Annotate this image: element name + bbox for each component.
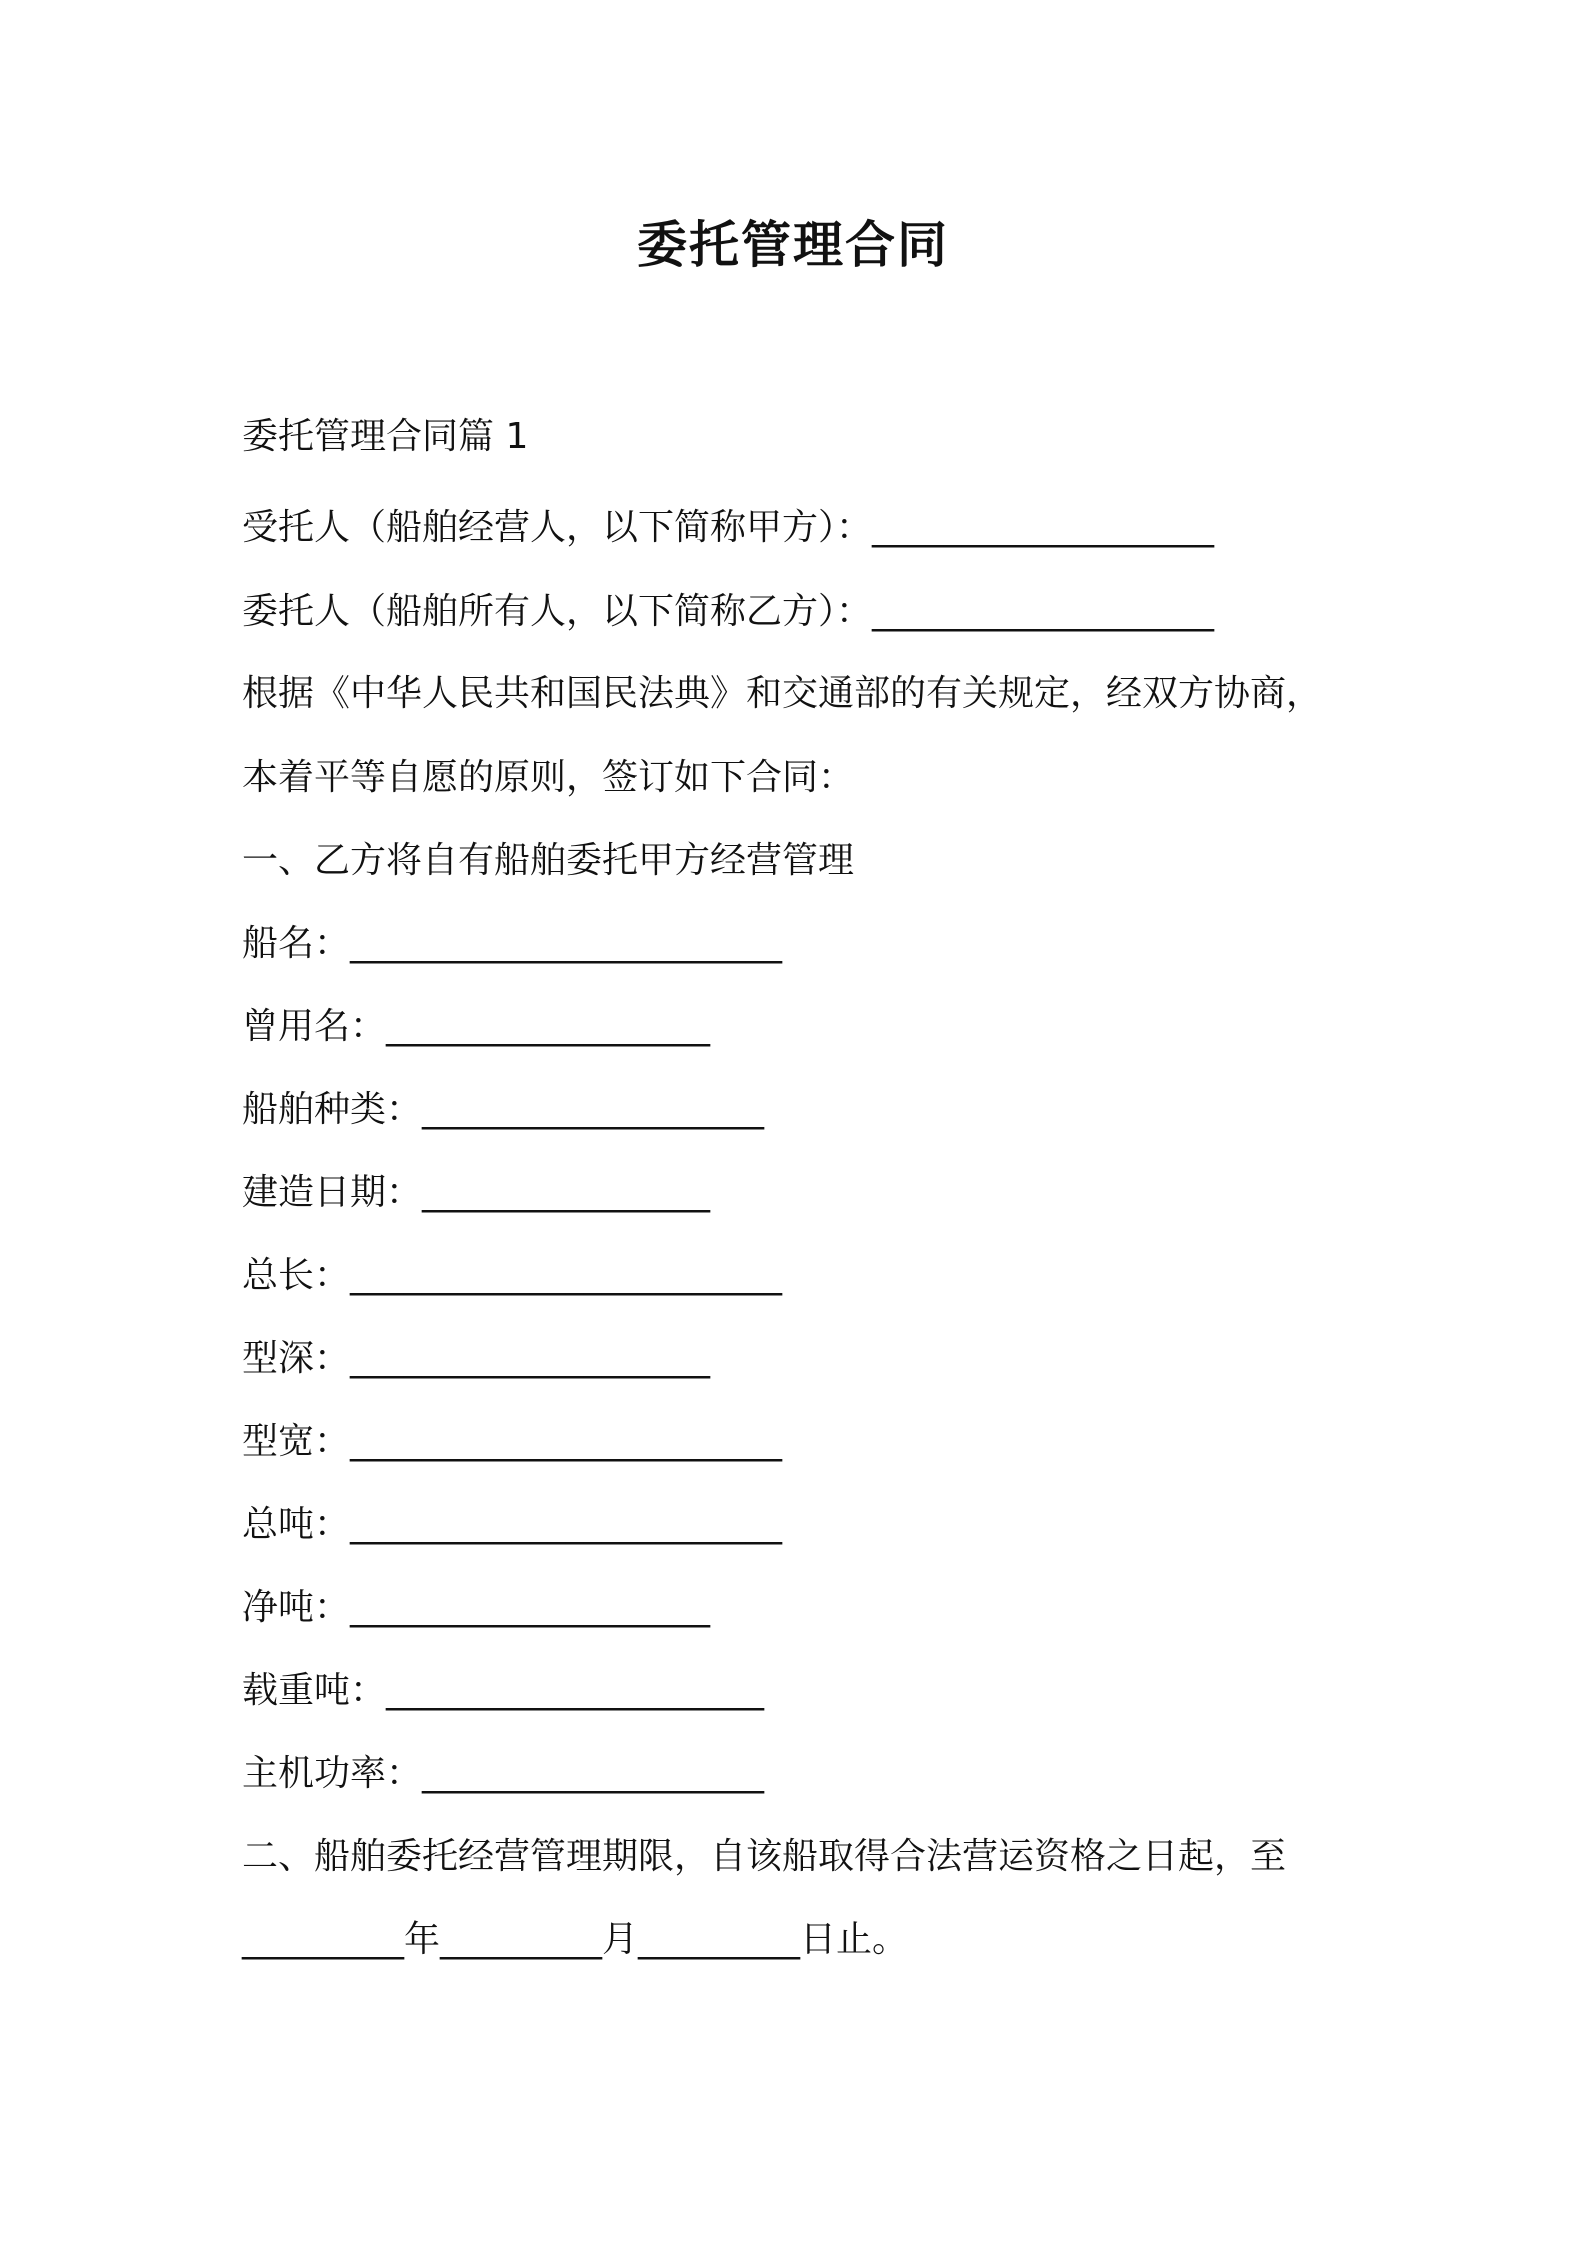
principal-line: 委托人（船舶所有人，以下简称乙方）：___________________ (242, 591, 1215, 632)
field-moulded-breadth: 型宽：________________________ (242, 1421, 783, 1462)
section-heading: 委托管理合同篇 1 (242, 416, 529, 457)
field-ship-name: 船名：________________________ (242, 923, 783, 964)
field-build-date: 建造日期：________________ (242, 1172, 711, 1213)
field-deadweight: 载重吨：_____________________ (242, 1670, 765, 1711)
field-overall-length: 总长：________________________ (242, 1255, 783, 1296)
clause-2-line-2: _________年_________月_________日止。 (242, 1919, 909, 1960)
document-title: 委托管理合同 (637, 216, 949, 274)
field-former-name: 曾用名：__________________ (242, 1006, 711, 1047)
field-moulded-depth: 型深：____________________ (242, 1338, 711, 1379)
field-gross-tonnage: 总吨：________________________ (242, 1504, 783, 1545)
preamble-line-1: 根据《中华人民共和国民法典》和交通部的有关规定，经双方协商， (242, 673, 1323, 714)
field-main-engine-power: 主机功率：___________________ (242, 1753, 765, 1794)
field-ship-type: 船舶种类：___________________ (242, 1089, 765, 1130)
trustee-line: 受托人（船舶经营人，以下简称甲方）：___________________ (242, 507, 1215, 548)
field-net-tonnage: 净吨：____________________ (242, 1587, 711, 1628)
clause-2-line-1: 二、船舶委托经营管理期限，自该船取得合法营运资格之日起，至 (242, 1836, 1287, 1877)
clause-1-heading: 一、乙方将自有船舶委托甲方经营管理 (242, 840, 855, 881)
preamble-line-2: 本着平等自愿的原则，签订如下合同： (242, 757, 855, 798)
